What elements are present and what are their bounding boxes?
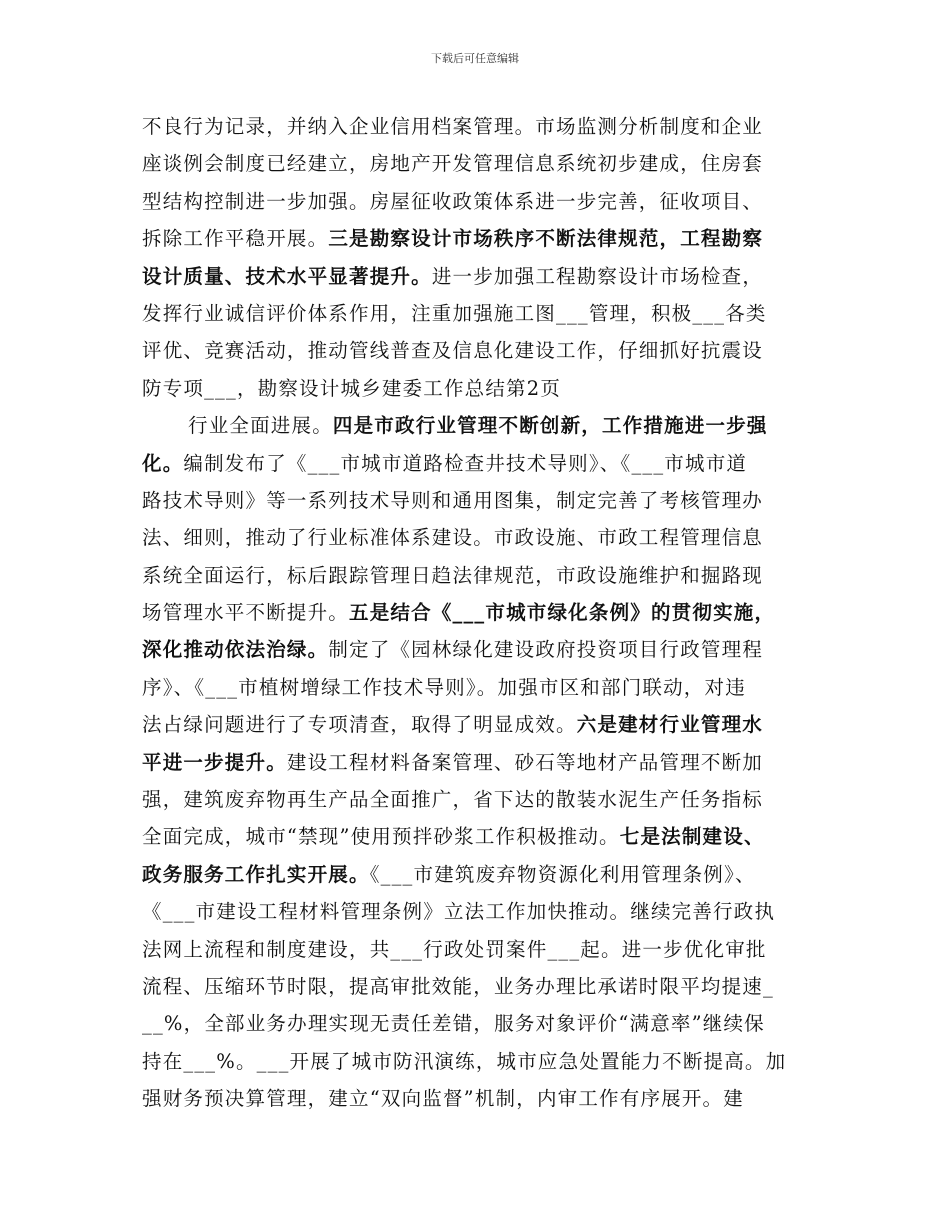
text-segment: 进一步加强工程勘察设计市场检查， <box>431 264 764 288</box>
text-segment: 制定了《园林绿化建设政府投资项目行政管理程 <box>328 638 764 662</box>
text-line <box>142 856 812 893</box>
text-segment: 法、细则，推动了行业标准体系建设。市政设施、市政工程管理信息 <box>142 526 764 550</box>
text-line <box>142 482 812 519</box>
text-segment: 不良行为记录，并纳入企业信用档案管理。市场监测分析制度和企业 <box>142 115 764 138</box>
text-line <box>142 818 812 855</box>
text-line <box>142 893 812 930</box>
text-segment: 系统全面运行，标后跟踪管理日趋法律规范，市政设施维护和掘路现 <box>142 563 764 587</box>
text-line <box>142 631 812 668</box>
bold-text-segment: 设计质量、技术水平显著提升。 <box>142 264 432 288</box>
text-line <box>142 108 812 145</box>
text-segment: 编制发布了《___市城市道路检查井技术导则》、《___市城市道 <box>183 451 748 475</box>
text-line <box>142 370 812 407</box>
text-segment: 序》、《___市植树增绿工作技术导则》。加强市区和部门联动，对违 <box>142 675 746 699</box>
text-line <box>142 407 812 444</box>
text-line <box>142 706 812 743</box>
text-segment: 建设工程材料备案管理、砂石等地材产品管理不断加 <box>286 750 764 774</box>
text-segment: 发挥行业诚信评价体系作用，注重加强施工图___管理，积极___各类 <box>142 301 767 325</box>
text-segment: 强，建筑废弃物再生产品全面推广，省下达的散装水泥生产任务指标 <box>142 788 764 812</box>
bold-text-segment: 政务服务工作扎实开展。 <box>142 862 370 886</box>
bold-text-segment: 六是建材行业管理水 <box>576 713 764 737</box>
text-line <box>142 332 812 369</box>
text-segment: 《___市建筑废弃物资源化利用管理条例》、 <box>369 862 756 886</box>
document-body <box>142 108 812 1118</box>
bold-text-segment: 深化推动依法治绿。 <box>142 638 329 662</box>
text-segment: 流程、压缩环节时限，提高审批效能，业务办理比承诺时限平均提速_ <box>142 974 774 998</box>
text-line <box>142 781 812 818</box>
bold-text-segment: 七是法制建设、 <box>619 825 765 849</box>
text-line <box>142 183 812 220</box>
text-line <box>142 519 812 556</box>
text-line <box>142 145 812 182</box>
text-line <box>142 295 812 332</box>
text-line <box>142 669 812 706</box>
text-segment: 路技术导则》等一系列技术导则和通用图集，制定完善了考核管理办 <box>142 488 764 512</box>
text-line <box>142 744 812 781</box>
text-segment: 《___市建设工程材料管理条例》立法工作加快推动。继续完善行政执 <box>142 900 776 924</box>
bold-text-segment: 平进一步提升。 <box>142 750 287 774</box>
text-line <box>142 1043 812 1080</box>
text-segment: 型结构控制进一步加强。房屋征收政策体系进一步完善，征收项目、 <box>142 189 764 213</box>
text-line <box>142 220 812 257</box>
bold-text-segment: 五是结合《___市城市绿化条例》的贯彻实施， <box>349 601 776 625</box>
bold-text-segment: 化。 <box>142 451 184 475</box>
text-line <box>142 931 812 968</box>
bold-text-segment: 四是市政行业管理不断创新，工作措施进一步强 <box>332 414 768 438</box>
text-segment: 场管理水平不断提升。 <box>142 601 350 625</box>
text-line <box>142 445 812 482</box>
text-segment: 法网上流程和制度建设，共___行政处罚案件___起。进一步优化审批 <box>142 937 767 961</box>
text-segment: 全面完成，城市“禁现”使用预拌砂浆工作积极推动。 <box>142 825 620 849</box>
text-line <box>142 968 812 1005</box>
text-segment: 行业全面进展。 <box>188 414 333 438</box>
bold-text-segment: 三是勘察设计市场秩序不断法律规范，工程勘察 <box>328 227 764 251</box>
text-segment: 防专项___，勘察设计城乡建委工作总结第2页 <box>142 376 562 400</box>
text-segment: __%，全部业务办理实现无责任差错，服务对象评价“满意率”继续保 <box>142 1012 765 1036</box>
text-segment: 法占绿问题进行了专项清查，取得了明显成效。 <box>142 713 577 737</box>
text-line <box>142 557 812 594</box>
text-segment: 评优、竞赛活动，推动管线普查及信息化建设工作，仔细抓好抗震设 <box>142 339 764 363</box>
text-segment: 拆除工作平稳开展。 <box>142 227 329 251</box>
page-header: 下载后可任意编辑 <box>431 52 519 65</box>
text-line <box>142 594 812 631</box>
text-line <box>142 258 812 295</box>
text-line <box>142 1080 812 1117</box>
text-segment: 座谈例会制度已经建立，房地产开发管理信息系统初步建成，住房套 <box>142 152 764 176</box>
text-line <box>142 1005 812 1042</box>
text-segment: 持在___%。___开展了城市防汛演练，城市应急处置能力不断提高。加 <box>142 1049 787 1073</box>
text-segment: 强财务预决算管理，建立“双向监督”机制，内审工作有序展开。建 <box>142 1087 744 1111</box>
